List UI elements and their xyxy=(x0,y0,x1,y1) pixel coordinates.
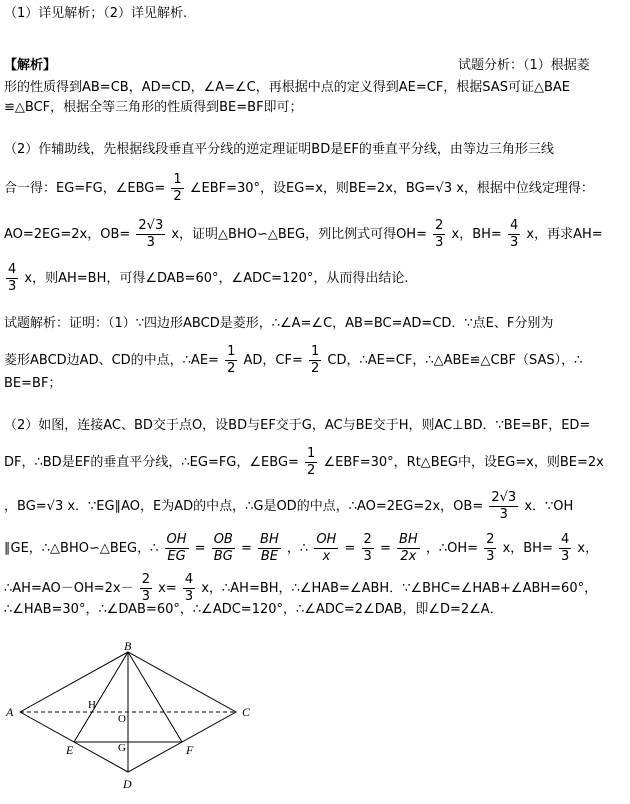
label-f: F xyxy=(186,743,194,757)
analysis-p2-line3: AO=2EG=2x，OB= $\frac{2√3}{3}$ x，证明△BHO∽△BEG，列比例式可得OH= $\frac{2}{3}$ x，BH= $\frac{4}{3}$ x，再求AH= xyxy=(4,218,603,250)
label-h: H xyxy=(88,699,96,711)
solution-line3: BE=BF； xyxy=(4,376,62,391)
answer-summary: （1）详见解析；（2）详见解析. xyxy=(4,6,188,21)
solution-line2: 菱形ABCD边AD、CD的中点，∴AE= $\frac{1}{2}$ AD，CF= $\frac{1}{2}$ CD，∴AE=CF，∴△ABE≌△CBF（SAS），∴ xyxy=(4,344,583,376)
analysis-topic-label: 试题分析：（1）根据菱 xyxy=(458,58,590,73)
label-o: O xyxy=(118,713,126,725)
solution-line6: ，BG=√3 x．∵EG∥AO，E为AD的中点，∴G是OD的中点，∴AO=2EG=2x，OB= $\frac{2√3}{3}$ x．∵OH xyxy=(4,490,574,522)
label-c: C xyxy=(242,705,251,719)
analysis-p1-line3: ≌△BCF，根据全等三角形的性质得到BE=BF即可； xyxy=(4,100,303,115)
solution-line1: 试题解析：证明：（1）∵四边形ABCD是菱形，∴∠A=∠C，AB=BC=AD=CD．∵点E、F分别为 xyxy=(4,316,554,331)
fraction-one-half: $\frac{1}{2}$ xyxy=(173,172,182,204)
fraction-two-thirds: $\frac{2}{3}$ xyxy=(435,218,444,250)
label-d: D xyxy=(123,777,132,791)
analysis-p2-line1: （2）作辅助线，先根据线段垂直平分线的逆定理证明BD是EF的垂直平分线，由等边三角形三线 xyxy=(4,142,554,157)
label-a: A xyxy=(6,705,14,719)
solution-line8: ∴AH=AO－OH=2x－ $\frac{2}{3}$ x= $\frac{4}{3}$ x，∴AH=BH，∴∠HAB=∠ABH．∵∠BHC=∠HAB+∠ABH=60°， xyxy=(4,572,598,604)
segment-be xyxy=(74,652,128,742)
label-g: G xyxy=(118,742,126,754)
solution-line4: （2）如图，连接AC、BD交于点O，设BD与EF交于G，AC与BE交于H，则AC⊥BD．∵BE=BF，ED= xyxy=(4,418,591,433)
analysis-p1-line2: 形的性质得到AB=CB，AD=CD，∠A=∠C，再根据中点的定义得到AE=CF，根据SAS可证△BAE xyxy=(4,80,570,95)
label-e: E xyxy=(66,743,74,757)
solution-line9: ∴∠HAB=30°，∴∠DAB=60°，∴∠ADC=120°，∴∠ADC=2∠DAB，即∠D=2∠A． xyxy=(4,602,503,617)
label-b: B xyxy=(124,640,132,653)
fraction-four-thirds-2: $\frac{4}{3}$ xyxy=(8,262,17,294)
analysis-heading: 【解析】 xyxy=(4,58,57,73)
fraction-two-sqrt3-over-3: $\frac{2√3}{3}$ xyxy=(138,218,164,250)
solution-line5: DF，∴BD是EF的垂直平分线，∴EG=FG，∠EBG= $\frac{1}{2}$ ∠EBF=30°，Rt△BEG中，设EG=x，则BE=2x xyxy=(4,446,604,478)
fraction-four-thirds: $\frac{4}{3}$ xyxy=(509,218,519,250)
analysis-p2-line2: 合一得：EG=FG，∠EBG= $\frac{1}{2}$ ∠EBF=30°，设EG=x，则BE=2x，BG=√3 x，根据中位线定理得： xyxy=(4,172,594,204)
rhombus-figure xyxy=(0,640,280,804)
solution-line7: ∥GE，∴△BHO∽△BEG，∴ $\frac{OH}{EG}$ = $\frac{OB}{BG}$ = $\frac{BH}{BE}$ ，∴ $\frac{OH}{x}$ = $\frac{2}{3}$ = $\frac{BH}{2x}$ ，∴OH= $\frac{2}{3}$ x，BH= $\frac{4}{3}$ x， xyxy=(4,532,599,564)
analysis-p2-line4: $\frac{4}{3}$ x，则AH=BH，可得∠DAB=60°，∠ADC=120°，从而得出结论. xyxy=(8,262,409,294)
segment-bf xyxy=(128,652,182,742)
